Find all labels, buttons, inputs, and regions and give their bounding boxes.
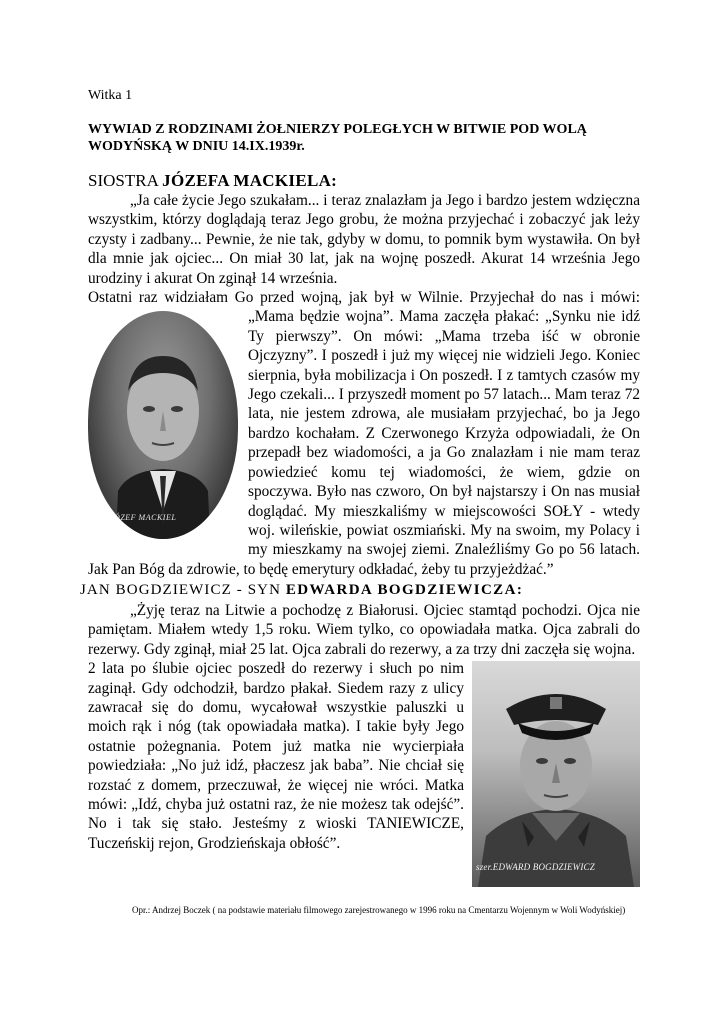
page-label: Witka 1 bbox=[88, 88, 133, 103]
portrait-caption-edward: szer.EDWARD BOGDZIEWICZ bbox=[476, 861, 595, 872]
section1-heading-name: JÓZEFA MACKIELA: bbox=[162, 171, 338, 190]
section2-heading-name: EDWARDA BOGDZIEWICZA: bbox=[285, 582, 524, 598]
portrait-caption-jozef: JÓZEF MACKIEL bbox=[110, 513, 177, 523]
portrait-figure-2 bbox=[472, 661, 640, 887]
section1-body bbox=[88, 191, 640, 579]
section1-heading-prefix: SIOSTRA bbox=[88, 171, 158, 190]
section1-heading bbox=[88, 171, 337, 191]
section1-intro: „Ja całe życie Jego szukałam... i teraz znalazłam ja Jego i bardzo jestem wdzięczna wszystkim, którzy doglądają teraz Jego grobu, że można przyjechać i zobaczyć jak leży czysty i zadbany... Pewnie, że nie tak, gdyby w domu, to pomnik bym wystawiła. On był dla mnie jak ojciec... On miał 30 lat, jak na wojnę poszedł. Akurat 14 września Jego urodziny i akurat On zginął 14 września. bbox=[88, 192, 640, 287]
section2-body bbox=[88, 601, 640, 889]
portrait-figure-1 bbox=[88, 311, 238, 539]
section1-line2: Ostatni raz widziałam Go przed wojną, jak był w Wilnie. Przyjechał do nas i mówi: bbox=[88, 289, 640, 307]
footer-note bbox=[88, 904, 648, 916]
footer-text: Opr.: Andrzej Boczek ( na podstawie materiału filmowego zarejestrowanego w 1996 roku na Cmentarzu Wojennym w Woli Wodyńskiej) bbox=[132, 905, 626, 915]
document-title: WYWIAD Z RODZINAMI ŻOŁNIERZY POLEGŁYCH W BITWIE POD WOLĄ WODYŃSKĄ W DNIU 14.IX.1939r. bbox=[88, 122, 587, 154]
section2-heading bbox=[80, 580, 523, 600]
section1-wrapped: „Mama będzie wojna”. Mama zaczęła płakać: „Synku nie idź Ty pierwszy”. On mówi: „Mama trzeba iść w obronie Ojczyzny”. I poszedł i już my więcej nie widzieli Jego. Koniec sierpnia, była mobilizacja i On poszedł. I z tamtych czasów my Jego czekali... I przyszedł moment po 57 latach... Mam teraz 72 lata, nie jestem zdrowa, ale musiałam przyjechać, bo ja Jego bardzo kochałam. Z Czerwonego Krzyża odpowiadali, że On przepadł bez wiadomości, a ja Go znalazłam i nie mam teraz powiedzieć komu tej wiadomości, że wiem, gdzie on spoczywa. Było nas czworo, On był najstarszy i On nas musiał doglądać. My mieszkaliśmy w miejscowości SOŁY - wtedy woj. wileńskie, powiat oszmiański. My na swoim, my Polacy i my mieszkamy na swojej ziemi. Znaleźliśmy Go po 56 latach. Jak Pan Bóg da zdrowie, to będę emerytury odkładać, żeby tu przyjeżdżać.” bbox=[88, 308, 640, 578]
portrait-photo-edward bbox=[472, 661, 640, 887]
section2-wrapped: 2 lata po ślubie ojciec poszedł do rezerwy i słuch po nim zaginął. Gdy odchodził, bardzo płakał. Siedem razy z ulicy zawracał się do domu, wycałował wszystkie paluszki u moich rąk i nóg (tak opowiadała matka). I takie były Jego ostatnie pożegnania. Potem już matka nie wycierpiała powiedziała: „No już idź, płaczesz jak baba”. Nie chciał się rozstać z domem, przeczuwał, że więcej nie wróci. Matka mówi: „Idź, chyba już ostatni raz, że nie możesz tak odejść”. No i tak się stało. Jesteśmy z wioski TANIEWICZE, Tuczeńskij rejon, Grodzieńskaja obłość”. bbox=[88, 660, 464, 852]
section2-intro: „Żyję teraz na Litwie a pochodzę z Białorusi. Ojciec stamtąd pochodzi. Ojca nie pamiętam. Miałem wtedy 1,5 roku. Wiem tylko, co opowiadała matka. Ojca zabrali do rezerwy. Gdy zginął, miał 25 lat. Ojca zabrali do rezerwy, a za trzy dni zaczęła się wojna. bbox=[88, 602, 640, 658]
section2-heading-prefix: JAN BOGDZIEWICZ - SYN bbox=[80, 582, 281, 598]
portrait-photo-jozef bbox=[88, 311, 238, 539]
